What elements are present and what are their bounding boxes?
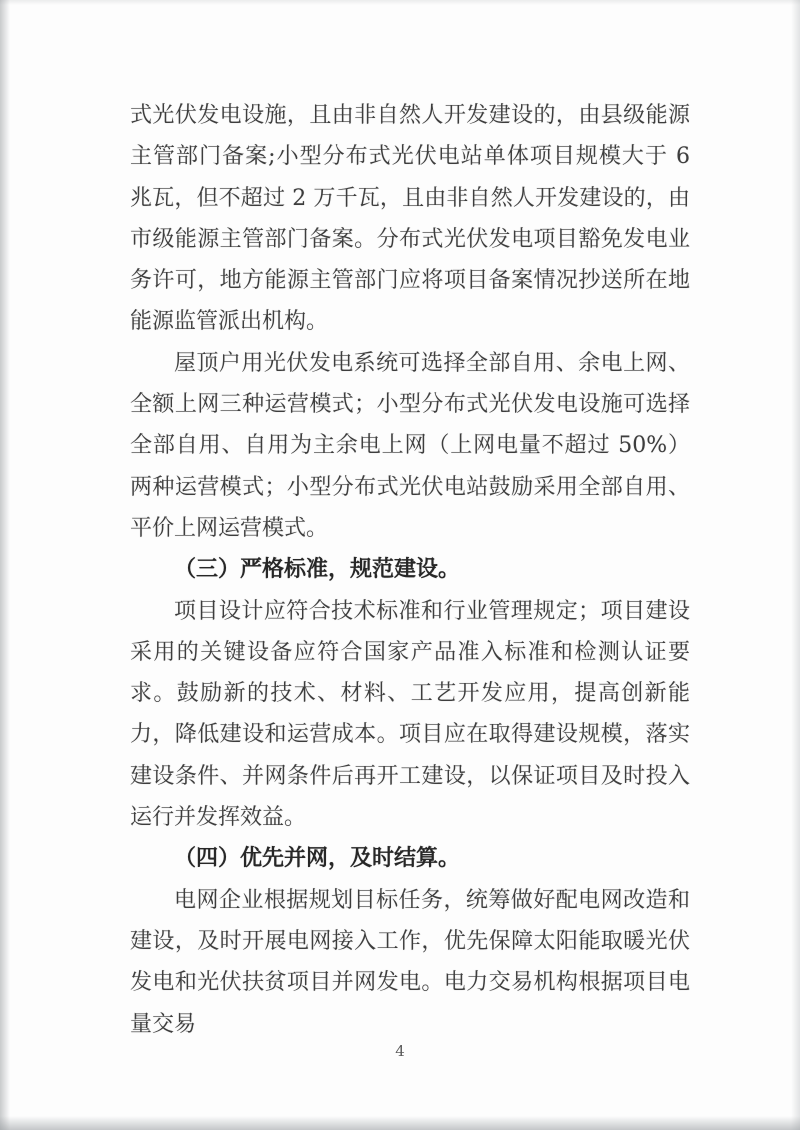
scan-edge-top: [0, 0, 800, 5]
paragraph-operation-modes: 屋顶户用光伏发电系统可选择全部自用、余电上网、全额上网三种运营模式；小型分布式光伏发电设施可选择全部自用、自用为主余电上网（上网电量不超过 50%）两种运营模式；小型分布式光伏电站鼓励采用全部自用、平价上网运营模式。: [130, 350, 690, 541]
scan-edge-bottom: [0, 1116, 800, 1130]
paragraph-filing-rules: 式光伏发电设施，且由非自然人开发建设的，由县级能源主管部门备案;小型分布式光伏电站单体项目规模大于 6 兆瓦，但不超过 2 万千瓦，且由非自然人开发建设的，由市级能源主管部门备案。分布式光伏发电项目豁免发电业务许可，地方能源主管部门应将项目备案情况抄送所在地能源监管派出机构。: [130, 103, 690, 335]
section-heading-4: （四）优先并网，及时结算。: [174, 845, 461, 872]
section-heading-3: （三）严格标准，规范建设。: [174, 556, 461, 583]
document-content: [130, 95, 690, 1045]
scan-edge-left: [0, 0, 10, 1130]
paragraph-standards-construction: 项目设计应符合技术标准和行业管理规定；项目建设采用的关键设备应符合国家产品准入标准和检测认证要求。鼓励新的技术、材料、工艺开发应用，提高创新能力，降低建设和运营成本。项目应在取得建设规模，落实建设条件、并网条件后再开工建设，以保证项目及时投入运行并发挥效益。: [130, 598, 690, 831]
page-number: 4: [395, 1042, 405, 1060]
scan-edge-right: [791, 0, 800, 1130]
paragraph-grid-connection: 电网企业根据规划目标任务，统筹做好配电网改造和建设，及时开展电网接入工作，优先保障太阳能取暖光伏发电和光伏扶贫项目并网发电。电力交易机构根据项目电量交易: [130, 887, 690, 1037]
